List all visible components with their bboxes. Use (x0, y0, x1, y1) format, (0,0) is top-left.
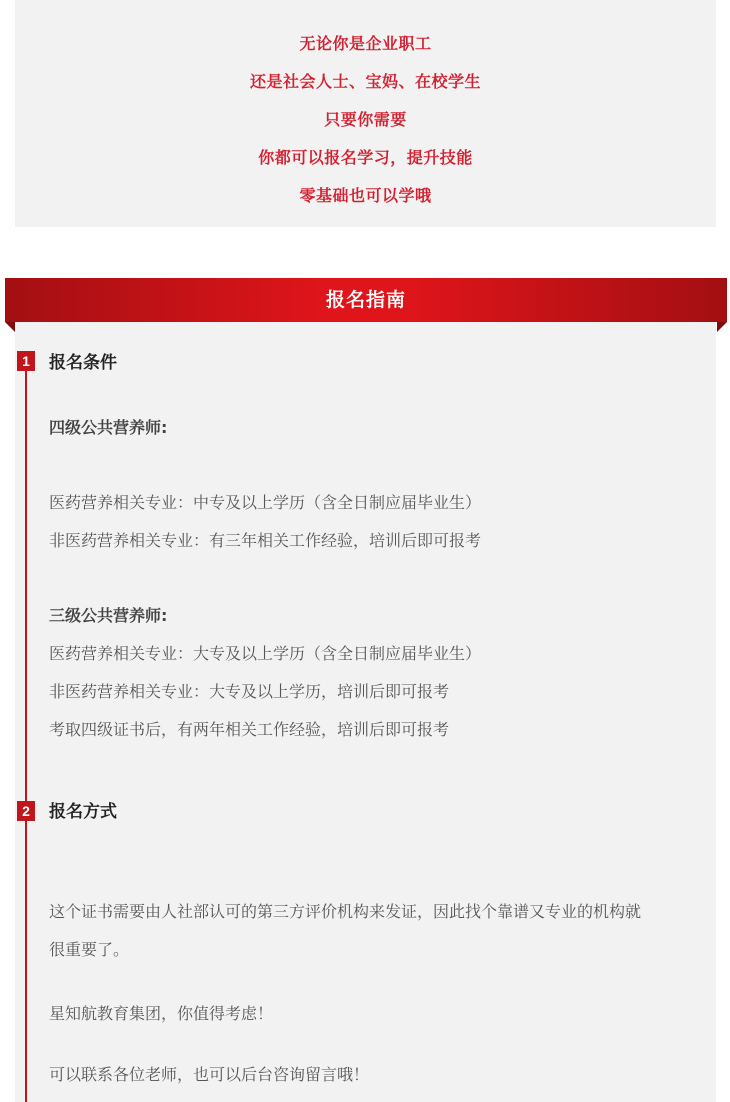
intro-line-employee: 无论你是企业职工 (299, 34, 432, 53)
level3-heading: 三级公共营养师: (49, 606, 168, 625)
intro-line-social: 还是社会人士、宝妈、在校学生 (249, 72, 481, 91)
level4-item: 非医药营养相关专业：有三年相关工作经验，培训后即可报考 (49, 531, 482, 550)
step-number-badge: 1 (17, 351, 35, 371)
section-title-requirements: 报名条件 (49, 353, 117, 373)
banner-fold-left (5, 322, 15, 332)
level3-item: 考取四级证书后，有两年相关工作经验，培训后即可报考 (49, 720, 450, 739)
intro-line-need: 只要你需要 (324, 110, 407, 129)
level4-heading: 四级公共营养师: (49, 418, 168, 437)
intro-line-signup: 你都可以报名学习，提升技能 (258, 148, 473, 167)
signup-method-paragraph-cont: 很重要了。 (49, 940, 130, 959)
recommend-text: 星知航教育集团，你值得考虑！ (49, 1004, 274, 1023)
section-title-signup-method: 报名方式 (49, 802, 117, 822)
level4-item: 医药营养相关专业：中专及以上学历（含全日制应届毕业生） (49, 493, 482, 512)
contact-text: 可以联系各位老师，也可以后台咨询留言哦！ (49, 1065, 370, 1084)
intro-line-zero-basis: 零基础也可以学哦 (299, 186, 432, 205)
guide-banner-title: 报名指南 (325, 289, 406, 311)
guide-section-body (15, 322, 716, 1102)
signup-method-paragraph: 这个证书需要由人社部认可的第三方评价机构来发证，因此找个靠谱又专业的机构就 (49, 902, 642, 921)
banner-fold-right (717, 322, 727, 332)
level3-item: 医药营养相关专业：大专及以上学历（含全日制应届毕业生） (49, 644, 482, 663)
guide-banner (5, 278, 727, 322)
level3-item: 非医药营养相关专业：大专及以上学历，培训后即可报考 (49, 682, 450, 701)
timeline-line (25, 368, 27, 1102)
intro-card (15, 0, 716, 227)
step-number-badge: 2 (17, 801, 35, 821)
